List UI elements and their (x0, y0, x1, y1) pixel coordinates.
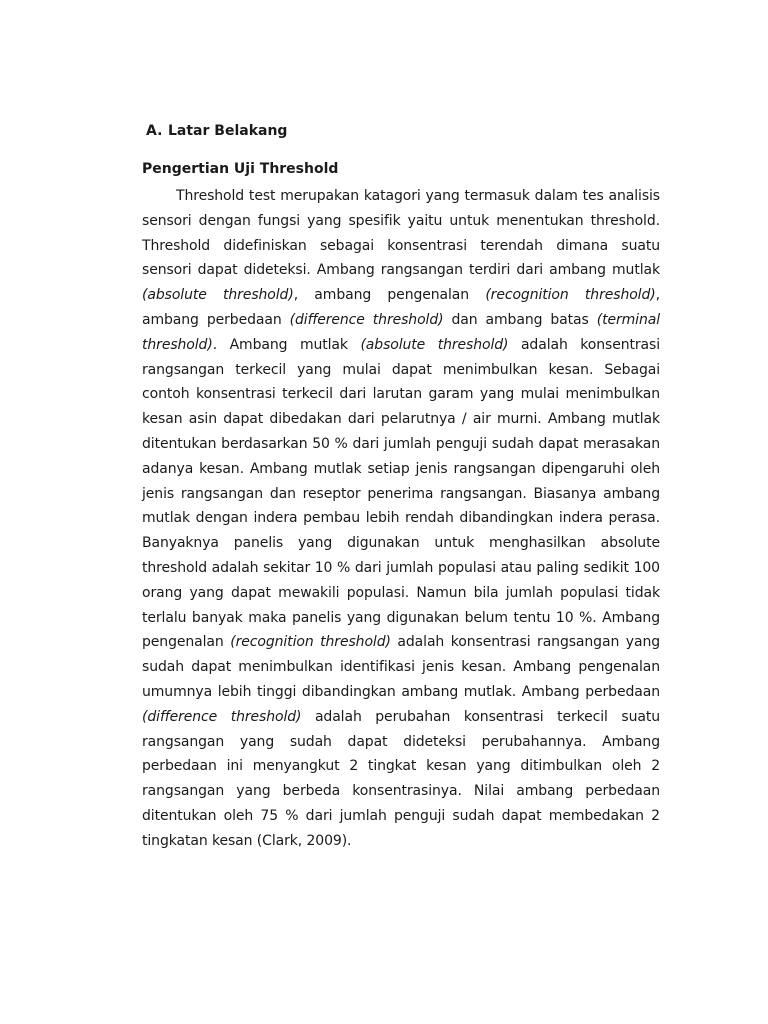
text-run: Threshold test merupakan katagori yang termasuk dalam tes analisis sensori dengan fungsi yang spesifik yaitu untuk menentukan threshold. Threshold didefiniskan sebagai konsentrasi terendah dimana suatu sensori dapat dideteksi. Ambang rangsangan terdiri dari ambang mutlak (142, 188, 660, 279)
italic-term: (absolute threshold) (360, 336, 509, 353)
section-number: A. (146, 123, 163, 139)
text-run: adalah konsentrasi rangsangan terkecil yang mulai dapat menimbulkan kesan. Sebagai contoh konsentrasi terkecil dari larutan garam yang mulai menimbulkan kesan asin dapat dibedakan dari pelarutnya / air murni. Ambang mutlak ditentukan berdasarkan 50 % dari jumlah penguji sudah dapat merasakan adanya kesan. Ambang mutlak setiap jenis rangsangan dipengaruhi oleh jenis rangsangan dan reseptor penerima rangsangan. Biasanya ambang mutlak dengan indera pembau lebih rendah dibandingkan indera perasa. Banyaknya panelis yang digunakan untuk menghasilkan absolute threshold adalah sekitar 10 % dari jumlah populasi atau paling sedikit 100 orang yang dapat mewakili populasi. Namun bila jumlah populasi tidak terlalu banyak maka panelis yang digunakan belum tentu 10 %. Ambang pengenalan (142, 336, 660, 651)
text-run: , ambang perbedaan (142, 287, 660, 328)
text-run: adalah konsentrasi rangsangan yang sudah dapat menimbulkan identifikasi jenis kesan. Ambang pengenalan umumnya lebih tinggi dibandingkan ambang mutlak. Ambang perbedaan (142, 634, 660, 700)
subsection-heading: Pengertian Uji Threshold (142, 161, 339, 177)
italic-term: (difference threshold) (142, 708, 302, 725)
italic-term: (recognition threshold) (230, 634, 391, 651)
italic-term: (recognition threshold) (485, 287, 656, 304)
text-run: . Ambang mutlak (212, 336, 361, 353)
section-heading (146, 123, 287, 139)
section-title: Latar Belakang (168, 123, 288, 139)
italic-term: (difference threshold) (289, 311, 444, 328)
italic-term: (terminal threshold) (142, 311, 660, 353)
text-run: , ambang pengenalan (293, 287, 486, 304)
text-run: adalah perubahan konsentrasi terkecil suatu rangsangan yang sudah dapat dideteksi perubahannya. Ambang perbedaan ini menyangkut 2 tingkat kesan yang ditimbulkan oleh 2 rangsangan yang berbeda konsentrasinya. Nilai ambang perbedaan ditentukan oleh 75 % dari jumlah penguji sudah dapat membedakan 2 tingkatan kesan (Clark, 2009). (142, 708, 660, 849)
text-run: dan ambang batas (443, 311, 597, 328)
italic-term: (absolute threshold) (142, 287, 294, 304)
body-paragraph (142, 184, 660, 854)
